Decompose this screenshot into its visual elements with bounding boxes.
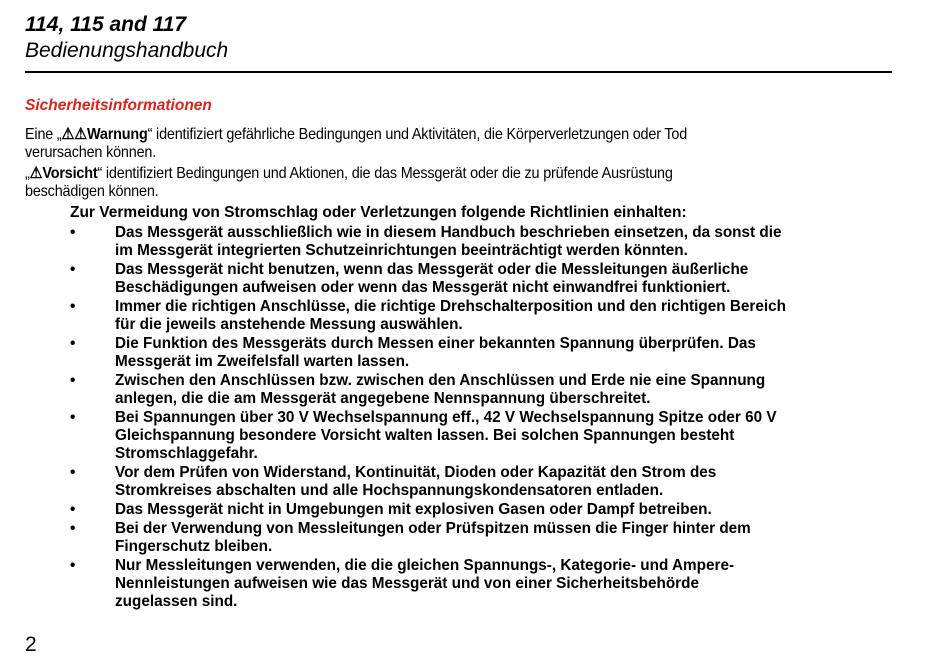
intro-paragraph: [25, 126, 687, 162]
bullet-icon: •: [70, 409, 76, 426]
list-item-text: Zwischen den Anschlüssen bzw. zwischen den Anschlüssen und Erde nie eine Spannung: [115, 372, 766, 389]
list-item-text: für die jeweils anstehende Messung auswählen.: [115, 316, 463, 333]
list-item-text: Nennleistungen aufweisen wie das Messgerät und von einer Sicherheitsbehörde: [115, 575, 699, 592]
page-number: 2: [25, 633, 37, 656]
bullet-icon: •: [70, 298, 76, 315]
bullet-icon: •: [70, 372, 76, 389]
bullet-icon: •: [70, 335, 76, 352]
list-item: [70, 520, 890, 556]
list-item: [70, 372, 890, 408]
list-item-text: Immer die richtigen Anschlüsse, die richtige Drehschalterposition und den richtigen Bereich: [115, 298, 786, 315]
prefix: „: [25, 165, 30, 182]
prefix: Eine „: [25, 126, 62, 143]
list-item: [70, 409, 890, 463]
text: verursachen können.: [25, 144, 157, 161]
manual-subtitle: Bedienungshandbuch: [25, 39, 229, 62]
safety-list: [70, 224, 890, 612]
list-item: [70, 298, 890, 334]
bullet-icon: •: [70, 464, 76, 481]
list-item-text: Bei der Verwendung von Messleitungen oder Prüfspitzen müssen die Finger hinter dem: [115, 520, 751, 537]
list-item-text: zugelassen sind.: [115, 593, 238, 610]
list-item-text: Das Messgerät ausschließlich wie in diesem Handbuch beschrieben einsetzen, da sonst die: [115, 224, 782, 241]
list-item-text: Fingerschutz bleiben.: [115, 538, 273, 555]
list-item-text: Das Messgerät nicht in Umgebungen mit explosiven Gasen oder Dampf betreiben.: [115, 501, 712, 518]
manual-title: 114, 115 and 117: [25, 13, 187, 36]
lead-text: Zur Vermeidung von Stromschlag oder Verletzungen folgende Richtlinien einhalten:: [70, 204, 687, 221]
list-item: [70, 224, 890, 260]
intro-paragraph: [25, 165, 673, 201]
list-item-text: Die Funktion des Messgeräts durch Messen einer bekannten Spannung überprüfen. Das: [115, 335, 756, 352]
list-item-text: Das Messgerät nicht benutzen, wenn das Messgerät oder die Messleitungen äußerliche: [115, 261, 749, 278]
list-item: [70, 335, 890, 371]
warning-triangle-icon: ⚠⚠: [61, 126, 88, 143]
list-item: [70, 464, 890, 500]
list-item-text: Nur Messleitungen verwenden, die die gleichen Spannungs-, Kategorie- und Ampere-: [115, 557, 735, 574]
text: beschädigen können.: [25, 183, 159, 200]
keyword: Vorsicht: [42, 165, 98, 182]
list-item: [70, 261, 890, 297]
text: “ identifiziert Bedingungen und Aktionen, die das Messgerät oder die zu prüfende Ausrüstung: [97, 165, 673, 182]
section-title: Sicherheitsinformationen: [25, 97, 212, 114]
bullet-icon: •: [70, 501, 76, 518]
warning-triangle-icon: ⚠: [29, 165, 43, 182]
bullet-icon: •: [70, 261, 76, 278]
text: “ identifiziert gefährliche Bedingungen und Aktivitäten, die Körperverletzungen oder Tod: [147, 126, 688, 143]
list-item: [70, 557, 890, 611]
keyword: Warnung: [87, 126, 148, 143]
list-item: [70, 501, 890, 519]
header-rule: [25, 71, 892, 73]
list-item-text: Beschädigungen aufweisen oder wenn das Messgerät nicht einwandfrei funktioniert.: [115, 279, 731, 296]
list-item-text: anlegen, die die am Messgerät angegebene Nennspannung überschreitet.: [115, 390, 651, 407]
bullet-icon: •: [70, 224, 76, 241]
list-item-text: Stromschlaggefahr.: [115, 445, 258, 462]
list-item-text: Messgerät im Zweifelsfall warten lassen.: [115, 353, 410, 370]
list-item-text: Stromkreises abschalten und alle Hochspannungskondensatoren entladen.: [115, 482, 664, 499]
list-item-text: im Messgerät integrierten Schutzeinrichtungen beeinträchtigt werden könnten.: [115, 242, 688, 259]
list-item-text: Bei Spannungen über 30 V Wechselspannung eff., 42 V Wechselspannung Spitze oder 60 V: [115, 409, 777, 426]
list-item-text: Gleichspannung besondere Vorsicht walten lassen. Bei solchen Spannungen besteht: [115, 427, 735, 444]
list-item-text: Vor dem Prüfen von Widerstand, Kontinuität, Dioden oder Kapazität den Strom des: [115, 464, 717, 481]
bullet-icon: •: [70, 557, 76, 574]
document-header: [25, 12, 228, 64]
bullet-icon: •: [70, 520, 76, 537]
